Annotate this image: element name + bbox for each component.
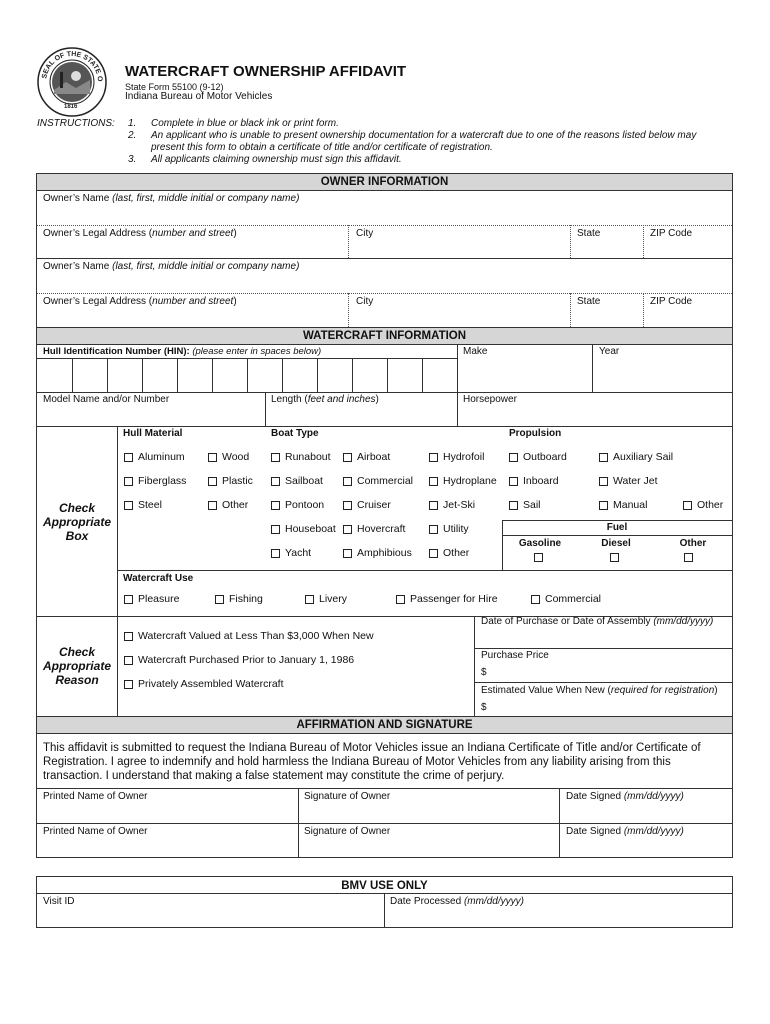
owner2-city-input[interactable]	[349, 308, 570, 327]
boat-sailboat-checkbox[interactable]: Sailboat	[271, 475, 323, 487]
fuel-diesel-checkbox[interactable]	[610, 553, 619, 562]
fuel-other-checkbox[interactable]	[684, 553, 693, 562]
boat-commercial-checkbox[interactable]: Commercial	[343, 475, 413, 487]
instructions-label: INSTRUCTIONS:	[37, 118, 115, 129]
signature-1-input[interactable]	[299, 803, 559, 823]
date-processed-input[interactable]	[385, 908, 732, 927]
prop-manual-checkbox[interactable]: Manual	[599, 499, 647, 511]
hin-char-cell[interactable]	[107, 358, 142, 392]
hull-aluminum-checkbox[interactable]: Aluminum	[124, 451, 185, 463]
owner2-name-input[interactable]	[37, 273, 732, 293]
printed-name-2-input[interactable]	[37, 838, 298, 858]
affirmation-heading: AFFIRMATION AND SIGNATURE	[37, 717, 732, 733]
owner2-address-label: Owner’s Legal Address (number and street)	[43, 296, 237, 307]
svg-text:SEAL OF THE STATE OF INDIANA: SEAL OF THE STATE O	[41, 50, 104, 82]
instruction-num-3: 3.	[128, 154, 137, 165]
owner1-zip-input[interactable]	[644, 240, 732, 258]
owner1-name-label: Owner’s Name (last, first, middle initial or company name)	[43, 193, 300, 204]
boat-houseboat-checkbox[interactable]: Houseboat	[271, 523, 336, 535]
propulsion-heading: Propulsion	[509, 428, 562, 439]
owner1-address-label: Owner’s Legal Address (number and street)	[43, 228, 237, 239]
hin-char-cell[interactable]	[387, 358, 422, 392]
boat-jetski-checkbox[interactable]: Jet-Ski	[429, 499, 475, 511]
owner1-state-label: State	[577, 228, 601, 239]
reason-prior-1986-checkbox[interactable]: Watercraft Purchased Prior to January 1, 1986	[124, 654, 354, 666]
signature-2-input[interactable]	[299, 838, 559, 858]
boat-pontoon-checkbox[interactable]: Pontoon	[271, 499, 324, 511]
model-input[interactable]	[37, 406, 265, 426]
hin-char-cell[interactable]	[317, 358, 352, 392]
date-purchase-label: Date of Purchase or Date of Assembly (mm/dd/yyyy)	[481, 616, 714, 627]
hin-char-cell[interactable]	[422, 358, 457, 392]
printed-name-2-label: Printed Name of Owner	[43, 826, 148, 837]
boat-utility-checkbox[interactable]: Utility	[429, 523, 469, 535]
prop-sail-checkbox[interactable]: Sail	[509, 499, 541, 511]
date-signed-2-label: Date Signed (mm/dd/yyyy)	[566, 826, 684, 837]
horsepower-input[interactable]	[458, 406, 732, 426]
watercraft-info-heading: WATERCRAFT INFORMATION	[37, 328, 732, 344]
make-label: Make	[463, 346, 488, 357]
owner2-zip-input[interactable]	[644, 308, 732, 327]
boat-hydroplane-checkbox[interactable]: Hydroplane	[429, 475, 497, 487]
form-title: WATERCRAFT OWNERSHIP AFFIDAVIT	[125, 63, 407, 80]
check-reason-label: Check Appropriate Reason	[42, 645, 111, 687]
signature-1-label: Signature of Owner	[304, 791, 391, 802]
hin-char-cell[interactable]	[37, 358, 72, 392]
owner1-name-input[interactable]	[37, 205, 732, 225]
owner1-city-label: City	[356, 228, 374, 239]
length-label: Length (feet and inches)	[271, 394, 379, 405]
visit-id-label: Visit ID	[43, 896, 75, 907]
length-input[interactable]	[266, 406, 457, 426]
date-signed-1-label: Date Signed (mm/dd/yyyy)	[566, 791, 684, 802]
fuel-other-label: Other	[679, 538, 707, 549]
hin-char-cell[interactable]	[282, 358, 317, 392]
state-seal	[36, 46, 108, 118]
fuel-gasoline-label: Gasoline	[518, 538, 562, 549]
visit-id-input[interactable]	[37, 908, 384, 927]
fuel-heading: Fuel	[606, 522, 628, 533]
agency-name: Indiana Bureau of Motor Vehicles	[125, 91, 273, 102]
hin-char-cell[interactable]	[352, 358, 387, 392]
signature-2-label: Signature of Owner	[304, 826, 391, 837]
hin-char-cell[interactable]	[247, 358, 282, 392]
watercraft-use-heading: Watercraft Use	[123, 573, 194, 584]
purchase-price-dollar: $	[481, 667, 487, 678]
prop-inboard-checkbox[interactable]: Inboard	[509, 475, 559, 487]
fuel-diesel-label: Diesel	[601, 538, 631, 549]
boat-amphibious-checkbox[interactable]: Amphibious	[343, 547, 412, 559]
affirmation-text: This affidavit is submitted to request the Indiana Bureau of Motor Vehicles issue an Indiana Certificate of Title and/or Certificate of Registration. I agree to indemnify and hold harmless the Indiana Bureau of Motor Vehicles from any liability arising from this transaction. I understand that making a false statement may constitute the crime of perjury.	[43, 742, 701, 782]
hin-char-cell[interactable]	[72, 358, 107, 392]
hull-wood-checkbox[interactable]: Wood	[208, 451, 249, 463]
owner1-city-input[interactable]	[349, 240, 570, 258]
owner2-city-label: City	[356, 296, 374, 307]
prop-waterjet-checkbox[interactable]: Water Jet	[599, 475, 658, 487]
instruction-num-2: 2.	[128, 130, 137, 141]
svg-text:1816: 1816	[64, 104, 78, 110]
owner2-name-label: Owner’s Name (last, first, middle initial or company name)	[43, 261, 300, 272]
reason-assembled-checkbox[interactable]: Privately Assembled Watercraft	[124, 678, 284, 690]
date-processed-label: Date Processed (mm/dd/yyyy)	[390, 896, 524, 907]
owner2-address-input[interactable]	[37, 308, 348, 327]
hull-material-heading: Hull Material	[123, 428, 183, 439]
prop-other-checkbox[interactable]: Other	[683, 499, 723, 511]
year-label: Year	[599, 346, 620, 357]
make-input[interactable]	[458, 358, 592, 392]
est-value-input[interactable]	[490, 698, 732, 716]
boat-airboat-checkbox[interactable]: Airboat	[343, 451, 390, 463]
boat-yacht-checkbox[interactable]: Yacht	[271, 547, 311, 559]
use-passenger-checkbox[interactable]: Passenger for Hire	[396, 593, 498, 605]
hin-char-cell[interactable]	[212, 358, 247, 392]
owner1-address-input[interactable]	[37, 240, 348, 258]
year-input[interactable]	[593, 358, 732, 392]
instruction-text-3: All applicants claiming ownership must sign this affidavit.	[151, 154, 402, 165]
instruction-text-2: An applicant who is unable to present ownership documentation for a watercraft due to one of the reasons listed below may	[151, 130, 697, 141]
horsepower-label: Horsepower	[463, 394, 517, 405]
bmv-use-heading: BMV USE ONLY	[341, 880, 428, 892]
prop-auxsail-checkbox[interactable]: Auxiliary Sail	[599, 451, 673, 463]
printed-name-1-input[interactable]	[37, 803, 298, 823]
hin-input-row	[37, 358, 457, 392]
use-fishing-checkbox[interactable]: Fishing	[215, 593, 263, 605]
hull-fiberglass-checkbox[interactable]: Fiberglass	[124, 475, 186, 487]
hin-char-cell[interactable]	[177, 358, 212, 392]
use-commercial-checkbox[interactable]: Commercial	[531, 593, 601, 605]
boat-hovercraft-checkbox[interactable]: Hovercraft	[343, 523, 405, 535]
use-livery-checkbox[interactable]: Livery	[305, 593, 347, 605]
hull-plastic-checkbox[interactable]: Plastic	[208, 475, 253, 487]
fuel-gasoline-checkbox[interactable]	[534, 553, 543, 562]
hin-char-cell[interactable]	[142, 358, 177, 392]
reason-value-checkbox[interactable]: Watercraft Valued at Less Than $3,000 When New	[124, 630, 374, 642]
use-pleasure-checkbox[interactable]: Pleasure	[124, 593, 179, 605]
hin-label: Hull Identification Number (HIN): (please enter in spaces below)	[43, 346, 322, 357]
check-box-label: Check Appropriate Box	[42, 501, 111, 543]
purchase-price-input[interactable]	[490, 664, 732, 682]
instruction-num-1: 1.	[128, 118, 137, 129]
boat-hydrofoil-checkbox[interactable]: Hydrofoil	[429, 451, 484, 463]
purchase-price-label: Purchase Price	[481, 650, 549, 661]
owner1-zip-label: ZIP Code	[650, 228, 693, 239]
owner2-state-input[interactable]	[571, 308, 643, 327]
boat-other-checkbox[interactable]: Other	[429, 547, 469, 559]
hull-steel-checkbox[interactable]: Steel	[124, 499, 162, 511]
owner2-state-label: State	[577, 296, 601, 307]
boat-runabout-checkbox[interactable]: Runabout	[271, 451, 331, 463]
instruction-text-1: Complete in blue or black ink or print form.	[151, 118, 339, 129]
owner-info-heading: OWNER INFORMATION	[37, 174, 732, 190]
boat-type-heading: Boat Type	[271, 428, 319, 439]
hull-other-checkbox[interactable]: Other	[208, 499, 248, 511]
model-label: Model Name and/or Number	[43, 394, 170, 405]
prop-outboard-checkbox[interactable]: Outboard	[509, 451, 567, 463]
instruction-text-2b: present this form to obtain a certificate of title and/or certificate of registration.	[151, 142, 493, 153]
est-value-label: Estimated Value When New (required for registration)	[481, 685, 718, 696]
date-signed-2-input[interactable]	[560, 838, 732, 858]
printed-name-1-label: Printed Name of Owner	[43, 791, 148, 802]
date-purchase-input[interactable]	[475, 628, 732, 648]
owner1-state-input[interactable]	[571, 240, 643, 258]
owner2-zip-label: ZIP Code	[650, 296, 693, 307]
est-value-dollar: $	[481, 702, 487, 713]
date-signed-1-input[interactable]	[560, 803, 732, 823]
boat-cruiser-checkbox[interactable]: Cruiser	[343, 499, 391, 511]
form-number: State Form 55100 (9-12)	[125, 82, 224, 92]
